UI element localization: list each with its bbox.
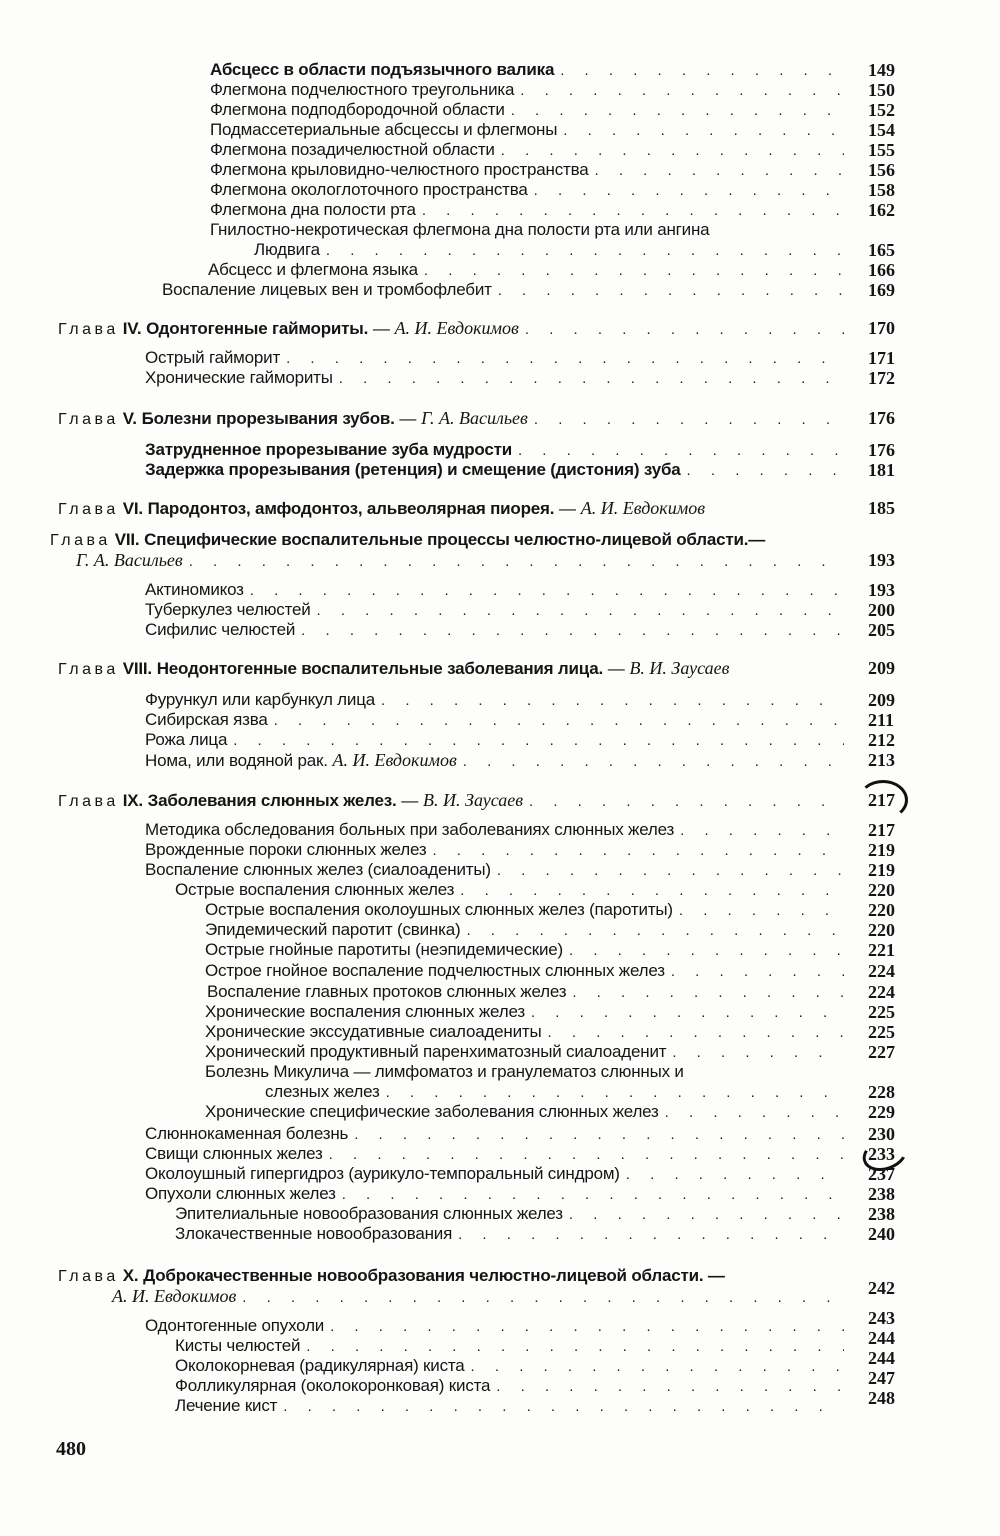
toc-entry [145, 1184, 850, 1204]
page-number: 220 [868, 880, 895, 900]
entry-text: Околокорневая (радикулярная) киста [175, 1356, 465, 1375]
chapter-number: VIII. [122, 659, 152, 678]
leader-dots [511, 101, 844, 121]
leader-dots [534, 410, 844, 430]
page-number: 237 [868, 1164, 895, 1184]
entry-text: Хронические гаймориты [145, 368, 333, 387]
entry-text: Абсцесс и флегмона языка [208, 260, 418, 279]
entry-text: Врожденные пороки слюнных желез [145, 840, 427, 859]
toc-entry [175, 1356, 850, 1376]
page-number: 172 [868, 368, 895, 388]
entry-text: Задержка прорезывания (ретенция) и смещение (дистония) зуба [145, 460, 681, 479]
page-folio-number: 480 [56, 1438, 86, 1460]
toc-entry [145, 620, 850, 640]
chapter-number: VII. [114, 530, 140, 549]
leader-dots [672, 1043, 844, 1063]
page-number: 225 [868, 1002, 895, 1022]
toc-entry [205, 920, 850, 940]
entry-text: Рожа лица [145, 730, 228, 749]
toc-entry [175, 880, 850, 900]
page-number: 242 [868, 1278, 895, 1298]
entry-text: Хронический продуктивный паренхиматозный сиалоаденит [205, 1042, 667, 1061]
entry-text: Околоушный гипергидроз (аурикуло-темпоральный синдром) [145, 1164, 620, 1183]
page-number: 212 [868, 730, 895, 750]
chapter-label: Глава [58, 793, 119, 810]
page-number: 193 [868, 550, 895, 570]
entry-text: Хронические специфические заболевания слюнных желез [205, 1102, 659, 1121]
toc-entry [205, 900, 850, 920]
entry-text: Опухоли слюнных желез [145, 1184, 336, 1203]
page-number: 229 [868, 1102, 895, 1122]
toc-entry [210, 80, 850, 100]
chapter-heading [50, 530, 850, 550]
toc-entry [205, 961, 850, 981]
toc-entry [145, 600, 850, 620]
entry-text: Слюннокаменная болезнь [145, 1124, 349, 1143]
chapter-label: Глава [50, 532, 111, 549]
leader-dots [518, 441, 844, 461]
chapter-author: А. И. Евдокимов [394, 318, 519, 338]
entry-author: А. И. Евдокимов [332, 750, 457, 770]
page-number: 176 [868, 408, 895, 428]
entry-text: Флегмона крыловидно-челюстного пространства [210, 160, 589, 179]
chapter-title: Заболевания слюнных желез. [147, 791, 397, 810]
chapter-number: V. [122, 409, 137, 428]
page-number: 225 [868, 1022, 895, 1042]
page-number: 169 [868, 280, 895, 300]
leader-dots [525, 320, 844, 340]
toc-entry [175, 1224, 850, 1244]
leader-dots [386, 1083, 844, 1103]
page-number: 227 [868, 1042, 895, 1062]
chapter-number: IX. [122, 791, 143, 810]
leader-dots [342, 1185, 844, 1205]
entry-text: Лечение кист [175, 1396, 278, 1415]
chapter-author: Г. А. Васильев [421, 408, 528, 428]
entry-text: Фурункул или карбункул лица [145, 690, 375, 709]
entry-text: Затрудненное прорезывание зуба мудрости [145, 440, 512, 459]
leader-dots [626, 1165, 844, 1185]
leader-dots [496, 1377, 844, 1397]
page-number: 247 [868, 1368, 895, 1388]
toc-entry [210, 100, 850, 120]
chapter-title: Доброкачественные новообразования челюстно-лицевой области. — [143, 1266, 725, 1285]
entry-text: Острые гнойные паротиты (неэпидемические) [205, 940, 563, 959]
chapter-title: Одонтогенные гаймориты. [146, 319, 369, 338]
chapter-number: X. [122, 1266, 139, 1285]
toc-entry [145, 750, 850, 770]
page-number: 154 [868, 120, 895, 140]
page-number: 162 [868, 200, 895, 220]
page-number: 213 [868, 750, 895, 770]
chapter-author: В. И. Заусаев [629, 658, 730, 678]
leader-dots [501, 141, 844, 161]
toc-entry [162, 280, 850, 300]
toc-entry [145, 460, 850, 480]
page-number: 228 [868, 1082, 895, 1102]
entry-text: Острое гнойное воспаление подчелюстных слюнных желез [205, 961, 665, 980]
entry-text: Флегмона окологлоточного пространства [210, 180, 528, 199]
leader-dots [432, 841, 844, 861]
chapter-author: В. И. Заусаев [423, 790, 524, 810]
page-number: 149 [868, 60, 895, 80]
chapter-author-line [76, 550, 850, 570]
page-number: 165 [868, 240, 895, 260]
toc-entry [210, 120, 850, 140]
leader-dots [458, 1225, 844, 1245]
chapter-label: Глава [58, 411, 119, 428]
toc-entry [145, 730, 850, 750]
leader-dots [471, 1357, 844, 1377]
page-number: 233 [868, 1144, 895, 1164]
leader-dots [422, 201, 844, 221]
page-number: 176 [868, 440, 895, 460]
handwritten-circle-mark [858, 780, 908, 820]
toc-entry [175, 1376, 850, 1396]
chapter-heading: Глава VI. Пародонтоз, амфодонтоз, альвеолярная пиорея. — А. И. Евдокимов [58, 498, 706, 518]
toc-entry [145, 580, 850, 600]
entry-text: Острый гайморит [145, 348, 281, 367]
entry-text: Хронические воспаления слюнных желез [205, 1002, 525, 1021]
entry-text: Кисты челюстей [175, 1336, 301, 1355]
page-number: 185 [868, 498, 895, 518]
entry-text: Острые воспаления околоушных слюнных желез (паротиты) [205, 900, 673, 919]
page-number: 238 [868, 1184, 895, 1204]
chapter-label: Глава [58, 1268, 119, 1285]
page-number: 243 [868, 1308, 895, 1328]
page-number: 150 [868, 80, 895, 100]
entry-text: Злокачественные новообразования [175, 1224, 453, 1243]
page-number: 200 [868, 600, 895, 620]
leader-dots [286, 349, 844, 369]
chapter-heading: Глава VIII. Неодонтогенные воспалительные заболевания лица. — В. И. Заусаев [58, 658, 730, 678]
page-number: 211 [868, 710, 895, 730]
toc-entry [205, 1062, 850, 1082]
leader-dots [572, 983, 844, 1003]
toc-entry [210, 220, 850, 240]
entry-text: Острые воспаления слюнных желез [175, 880, 455, 899]
page-number: 220 [868, 920, 895, 940]
entry-text: Эпителиальные новообразования слюнных желез [175, 1204, 563, 1223]
leader-dots [242, 1288, 844, 1308]
page-number: 221 [868, 940, 895, 960]
chapter-number: VI. [122, 499, 143, 518]
page-number: 193 [868, 580, 895, 600]
page-number: 244 [868, 1348, 895, 1368]
toc-entry [210, 180, 850, 200]
leader-dots [466, 921, 844, 941]
entry-text: Флегмона позадичелюстной области [210, 140, 495, 159]
page-number: 244 [868, 1328, 895, 1348]
leader-dots [274, 711, 844, 731]
page-number: 217 [868, 820, 895, 840]
toc-entry [175, 1336, 850, 1356]
page-number: 209 [868, 690, 895, 710]
leader-dots [424, 261, 844, 281]
toc-entry [207, 982, 850, 1002]
leader-dots [665, 1103, 844, 1123]
page-number: 205 [868, 620, 895, 640]
toc-entry [210, 160, 850, 180]
leader-dots [329, 1145, 844, 1165]
leader-dots [330, 1317, 844, 1337]
page-number: 152 [868, 100, 895, 120]
toc-entry [145, 820, 850, 840]
page-number: 220 [868, 900, 895, 920]
entry-text: Гнилостно-некротическая флегмона дна полости рта или ангина [210, 220, 710, 239]
page-number: 166 [868, 260, 895, 280]
leader-dots [563, 121, 844, 141]
leader-dots [569, 941, 844, 961]
entry-text: Одонтогенные опухоли [145, 1316, 325, 1335]
leader-dots [671, 962, 844, 982]
entry-text: Людвига [254, 240, 320, 259]
leader-dots [497, 861, 844, 881]
chapter-author-line [112, 1286, 850, 1306]
toc-entry [208, 260, 850, 280]
leader-dots [595, 161, 845, 181]
page-number: 224 [868, 961, 895, 981]
leader-dots [548, 1023, 844, 1043]
page-number: 219 [868, 840, 895, 860]
toc-entry [175, 1396, 850, 1416]
chapter-label: Глава [58, 501, 119, 518]
leader-dots [317, 601, 844, 621]
leader-dots [460, 881, 844, 901]
toc-entry-continuation [265, 1082, 850, 1102]
leader-dots [339, 369, 844, 389]
page-number: 240 [868, 1224, 895, 1244]
toc-entry [205, 1102, 850, 1122]
entry-text: Воспаление слюнных желез (сиалоадениты) [145, 860, 491, 879]
toc-entry [205, 1002, 850, 1022]
leader-dots [531, 1003, 844, 1023]
toc-entry [145, 860, 850, 880]
entry-text: Актиномикоз [145, 580, 244, 599]
toc-entry [210, 200, 850, 220]
leader-dots [301, 621, 844, 641]
page-number: 217 [868, 790, 895, 810]
page-number: 230 [868, 1124, 895, 1144]
leader-dots [498, 281, 844, 301]
chapter-heading: Глава IV. Одонтогенные гаймориты. — А. И. Евдокимов . . . [58, 318, 850, 338]
leader-dots [250, 581, 844, 601]
page-number: 238 [868, 1204, 895, 1224]
entry-text: Сифилис челюстей [145, 620, 296, 639]
leader-dots [560, 61, 844, 81]
toc-entry [145, 1316, 850, 1336]
page-number: 155 [868, 140, 895, 160]
toc-entry [145, 348, 850, 368]
toc-entry [175, 1204, 850, 1224]
chapter-heading: Глава V. Болезни прорезывания зубов. — Г. А. Васильев . . . [58, 408, 850, 428]
entry-text: Воспаление главных протоков слюнных желез [207, 982, 567, 1001]
toc-entry [145, 710, 850, 730]
leader-dots [569, 1205, 844, 1225]
chapter-title: Неодонтогенные воспалительные заболевания лица. [156, 659, 603, 678]
toc-entry [205, 940, 850, 960]
leader-dots [680, 821, 844, 841]
entry-text: Флегмона подподбородочной области [210, 100, 505, 119]
entry-text: Флегмона подчелюстного треугольника [210, 80, 515, 99]
leader-dots [189, 552, 844, 572]
leader-dots [233, 731, 844, 751]
chapter-author: А. И. Евдокимов [580, 498, 706, 518]
entry-text: слезных желез [265, 1082, 380, 1101]
leader-dots [463, 752, 844, 772]
page-number: 219 [868, 860, 895, 880]
chapter-title: Пародонтоз, амфодонтоз, альвеолярная пиорея. [147, 499, 555, 518]
page-number: 209 [868, 658, 895, 678]
toc-entry [145, 1144, 850, 1164]
toc-entry [145, 1124, 850, 1144]
entry-text: Эпидемический паротит (свинка) [205, 920, 461, 939]
leader-dots [529, 792, 844, 812]
page-number: 224 [868, 982, 895, 1002]
leader-dots [283, 1397, 844, 1417]
entry-text: Методика обследования больных при заболеваниях слюнных желез [145, 820, 675, 839]
toc-entry [210, 140, 850, 160]
leader-dots [354, 1125, 844, 1145]
toc-entry [145, 440, 850, 460]
entry-text: Подмассетериальные абсцессы и флегмоны [210, 120, 558, 139]
chapter-label: Глава [58, 321, 119, 338]
chapter-author: А. И. Евдокимов [112, 1286, 237, 1306]
leader-dots [687, 461, 844, 481]
entry-text: Болезнь Микулича — лимфоматоз и гранулематоз слюнных и [205, 1062, 684, 1081]
entry-text: Воспаление лицевых вен и тромбофлебит [162, 280, 492, 299]
leader-dots [534, 181, 844, 201]
chapter-number: IV. [122, 319, 142, 338]
toc-entry [210, 60, 850, 80]
toc-entry [145, 1164, 850, 1184]
entry-text: Флегмона дна полости рта [210, 200, 416, 219]
page-number: 158 [868, 180, 895, 200]
chapter-author: Г. А. Васильев [76, 550, 183, 570]
entry-text: Сибирская язва [145, 710, 268, 729]
chapter-heading [58, 1266, 850, 1286]
page-number: 156 [868, 160, 895, 180]
chapter-label: Глава [58, 661, 119, 678]
toc-entry [205, 1042, 850, 1062]
toc-entry [205, 1022, 850, 1042]
leader-dots [520, 81, 844, 101]
leader-dots [306, 1337, 844, 1357]
chapter-title: Специфические воспалительные процессы челюстно-лицевой области.— [144, 530, 766, 549]
toc-entry [145, 690, 850, 710]
page-number: 181 [868, 460, 895, 480]
entry-text: Туберкулез челюстей [145, 600, 311, 619]
toc-entry [145, 368, 850, 388]
entry-text: Свищи слюнных желез [145, 1144, 323, 1163]
toc-entry-continuation [254, 240, 850, 260]
entry-text: Хронические экссудативные сиалоадениты [205, 1022, 542, 1041]
page-number: 248 [868, 1388, 895, 1408]
toc-entry [145, 840, 850, 860]
chapter-title: Болезни прорезывания зубов. [141, 409, 395, 428]
entry-text: Фолликулярная (околокоронковая) киста [175, 1376, 491, 1395]
leader-dots [679, 901, 844, 921]
entry-text: Абсцесс в области подъязычного валика [210, 60, 555, 79]
leader-dots [381, 691, 844, 711]
page-number: 171 [868, 348, 895, 368]
leader-dots [326, 241, 844, 261]
entry-text: Нома, или водяной рак. [145, 751, 328, 770]
page-number: 170 [868, 318, 895, 338]
chapter-heading: Глава IX. Заболевания слюнных желез. — В. И. Заусаев . . . [58, 790, 850, 810]
